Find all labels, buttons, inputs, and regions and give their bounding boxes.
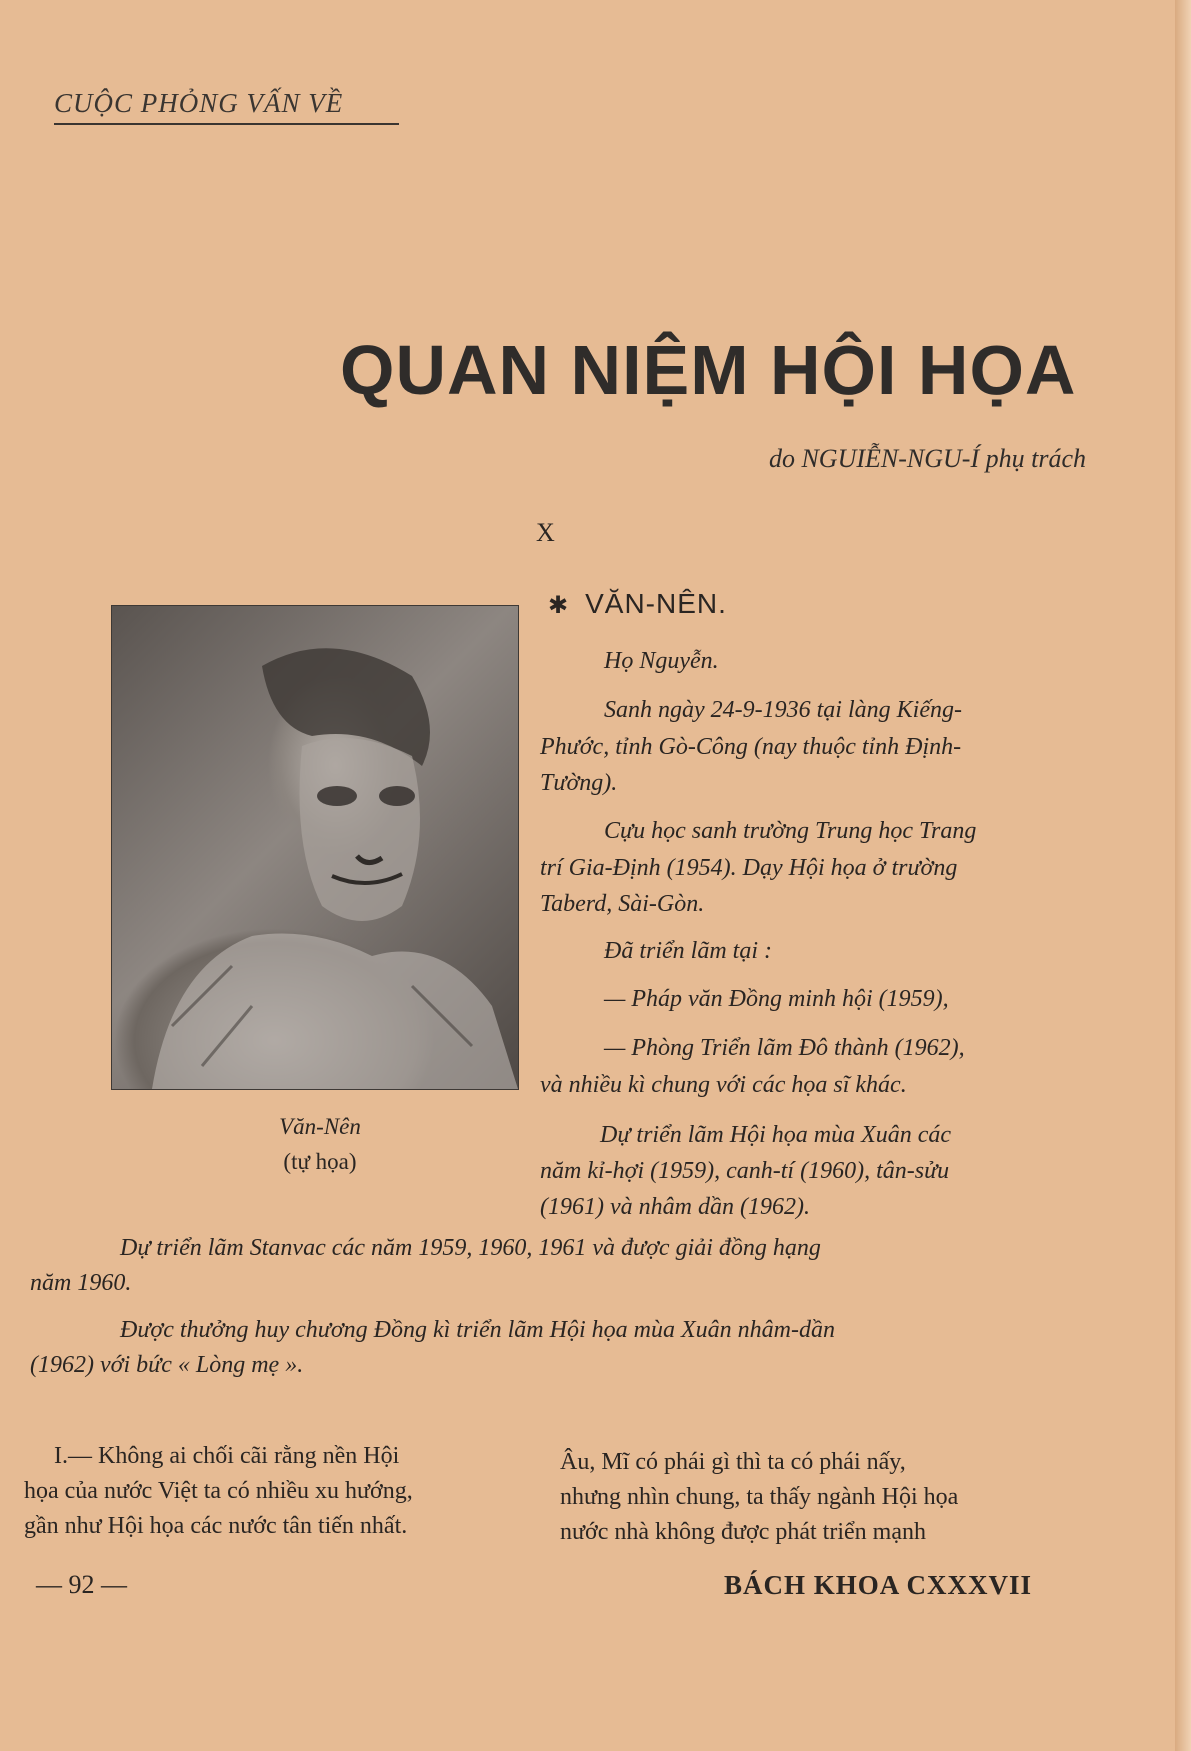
body-left-line: họa của nước Việt ta có nhiều xu hướng, [24, 1478, 413, 1504]
page-edge [1175, 0, 1191, 1751]
portrait-caption-note: (tự họa) [283, 1149, 357, 1174]
bio-line: năm 1960. [30, 1270, 132, 1296]
byline: do NGUIỄN-NGU-Í phụ trách [768, 444, 1086, 473]
bio-line: Dự triển lãm Hội họa mùa Xuân các [600, 1122, 952, 1148]
bio-line: — Pháp văn Đồng minh hội (1959), [604, 986, 949, 1012]
star-icon: ✱ [548, 592, 570, 619]
body-left-line: I.— Không ai chối cãi rằng nền Hội [54, 1443, 400, 1469]
article-title: QUAN NIỆM HỘI HỌA [340, 331, 1077, 409]
portrait-sketch [112, 606, 518, 1089]
bio-line: Cựu học sanh trường Trung học Trang [604, 818, 977, 844]
body-left-line: gần như Hội họa các nước tân tiến nhất. [24, 1513, 408, 1539]
bio-line: và nhiều kì chung với các họa sĩ khác. [540, 1072, 907, 1098]
bio-line: năm kỉ-hợi (1959), canh-tí (1960), tân-sửu [540, 1158, 950, 1184]
body-right-line: Âu, Mĩ có phái gì thì ta có phái nấy, [560, 1449, 906, 1475]
bio-line: (1962) với bức « Lòng mẹ ». [30, 1352, 304, 1378]
bio-line: Được thưởng huy chương Đồng kì triển lãm Hội họa mùa Xuân nhâm-dần [120, 1317, 835, 1343]
bio-line: Họ Nguyễn. [604, 648, 719, 674]
bio-line: Tường). [540, 770, 618, 796]
bio-line: trí Gia-Định (1954). Dạy Hội họa ở trường [540, 855, 958, 881]
body-right-line: nước nhà không được phát triển mạnh [560, 1519, 926, 1545]
bio-line: Sanh ngày 24-9-1936 tại làng Kiếng- [604, 697, 962, 723]
bio-line: Phước, tỉnh Gò-Công (nay thuộc tỉnh Định- [540, 734, 962, 760]
portrait-caption-name: Văn-Nên [279, 1114, 361, 1139]
portrait-image [111, 605, 519, 1090]
page-number: — 92 — [36, 1570, 127, 1599]
section-numeral: X [536, 518, 555, 547]
bio-line: (1961) và nhâm dần (1962). [540, 1194, 810, 1220]
bio-line: Dự triển lãm Stanvac các năm 1959, 1960, 1961 và được giải đồng hạng [120, 1235, 821, 1261]
body-right-line: nhưng nhìn chung, ta thấy ngành Hội họa [560, 1484, 959, 1510]
artist-heading [548, 588, 727, 620]
bio-line: — Phòng Triển lãm Đô thành (1962), [604, 1035, 965, 1061]
bio-line: Taberd, Sài-Gòn. [540, 891, 705, 917]
running-head: CUỘC PHỎNG VẤN VỀ [54, 88, 399, 125]
journal-name: BÁCH KHOA CXXXVII [724, 1570, 1033, 1600]
bio-line: Đã triển lãm tại : [604, 938, 772, 964]
artist-name: VĂN-NÊN. [585, 588, 727, 619]
